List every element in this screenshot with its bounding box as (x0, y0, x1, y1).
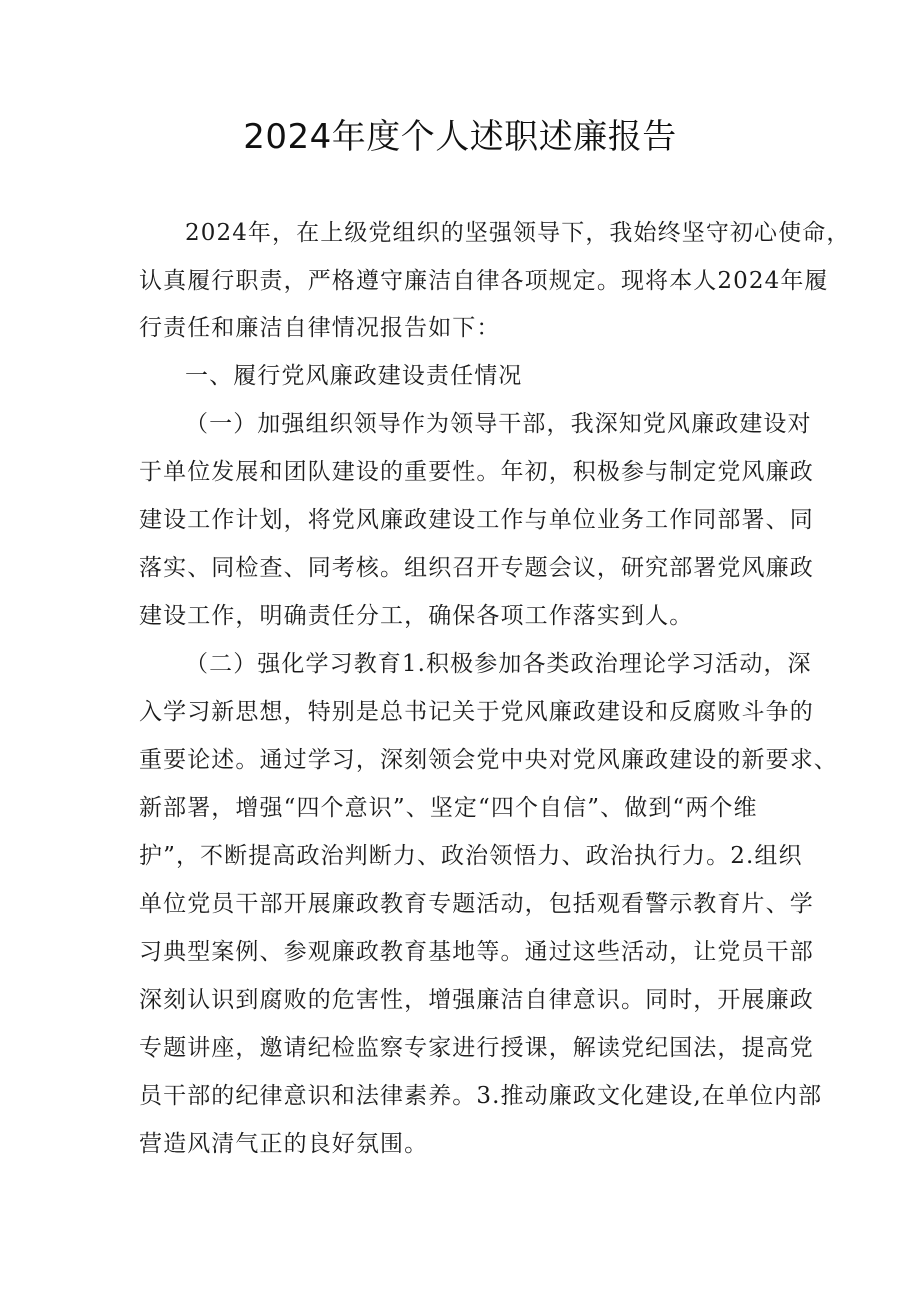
paragraph-line: 重要论述。通过学习，深刻领会党中央对党风廉政建设的新要求、 (139, 747, 838, 773)
paragraph-line: 深刻认识到腐败的危害性，增强廉洁自律意识。同时，开展廉政 (139, 987, 814, 1013)
paragraph-line: 于单位发展和团队建设的重要性。年初，积极参与制定党风廉政 (139, 459, 814, 485)
paragraph-line: 营造风清气正的良好氛围。 (139, 1131, 429, 1157)
paragraph-line: 习典型案例、参观廉政教育基地等。通过这些活动，让党员干部 (139, 939, 814, 965)
paragraph-line: 入学习新思想，特别是总书记关于党风廉政建设和反腐败斗争的 (139, 699, 814, 725)
paragraph-line: 单位党员干部开展廉政教育专题活动，包括观看警示教育片、学 (139, 891, 814, 917)
paragraph-line: 员干部的纪律意识和法律素养。3.推动廉政文化建设,在单位内部 (139, 1083, 823, 1109)
paragraph-line: 新部署，增强“四个意识”、坚定“四个自信”、做到“两个维 (139, 795, 758, 821)
paragraph-line: 2024年，在上级党组织的坚强领导下，我始终坚守初心使命， (185, 220, 851, 246)
paragraph-line: 专题讲座，邀请纪检监察专家进行授课，解读党纪国法，提高党 (139, 1035, 814, 1061)
section-heading: 一、履行党风廉政建设责任情况 (185, 363, 523, 389)
paragraph-line: 护”，不断提高政治判断力、政治领悟力、政治执行力。2.组织 (139, 843, 803, 869)
paragraph-line: 落实、同检查、同考核。组织召开专题会议，研究部署党风廉政 (139, 555, 814, 581)
paragraph-line: （二）强化学习教育1.积极参加各类政治理论学习活动，深 (185, 651, 812, 677)
document-title: 2024年度个人述职述廉报告 (243, 117, 677, 157)
paragraph-line: 行责任和廉洁自律情况报告如下： (139, 315, 501, 341)
paragraph-line: （一）加强组织领导作为领导干部，我深知党风廉政建设对 (185, 411, 812, 437)
paragraph-line: 认真履行职责，严格遵守廉洁自律各项规定。现将本人2024年履 (139, 268, 829, 294)
paragraph-line: 建设工作，明确责任分工，确保各项工作落实到人。 (139, 603, 694, 629)
paragraph-line: 建设工作计划，将党风廉政建设工作与单位业务工作同部署、同 (139, 507, 814, 533)
